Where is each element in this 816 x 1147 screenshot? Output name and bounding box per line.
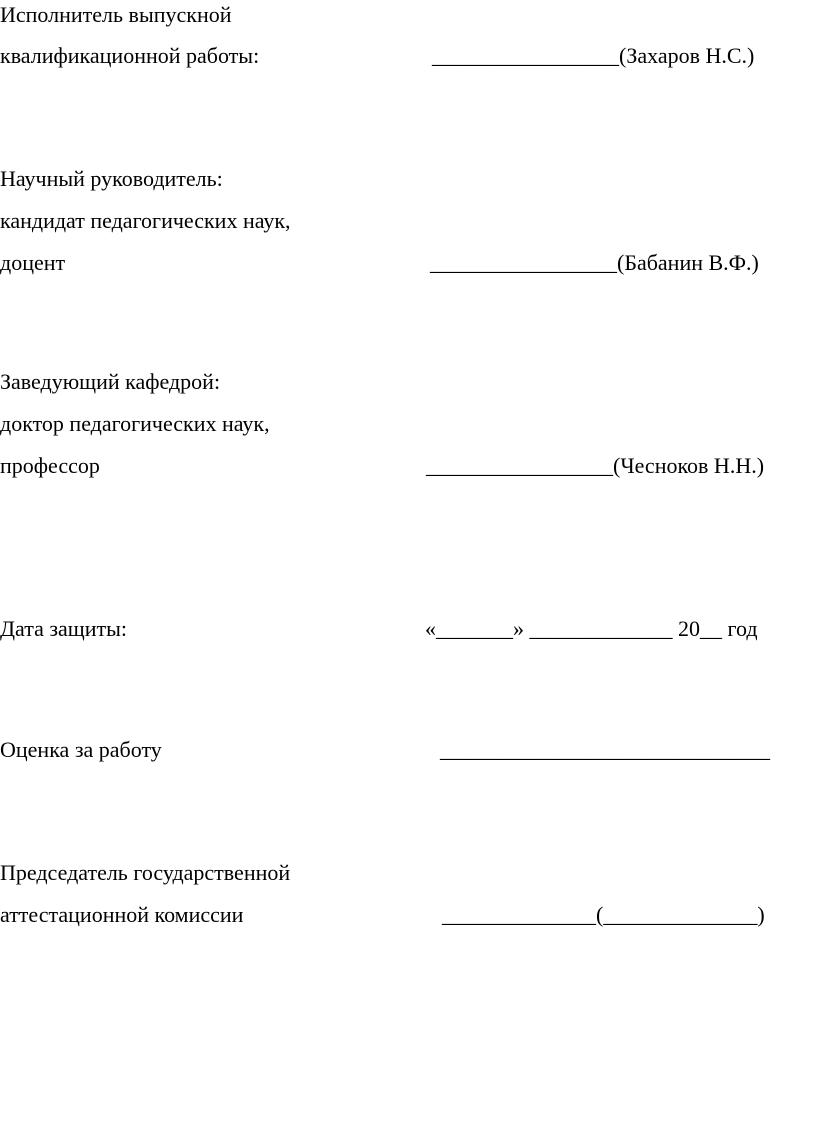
grade-label: Оценка за работу <box>0 737 162 762</box>
head-of-department-signature: _________________(Чесноков Н.Н.) <box>426 453 765 478</box>
head-of-department-label-line3: профессор <box>0 453 100 478</box>
supervisor-label-line2: кандидат педагогических наук, <box>0 208 291 233</box>
performer-label-line2: квалификационной работы: <box>0 43 260 68</box>
defense-date-value: «_______» _____________ 20__ год <box>425 616 758 641</box>
commission-chair-label-line1: Председатель государственной <box>0 860 291 885</box>
grade-value: ______________________________ <box>440 737 770 762</box>
performer-signature: _________________(Захаров Н.С.) <box>432 43 755 68</box>
supervisor-label-line3: доцент <box>0 250 66 275</box>
commission-chair-label-line2: аттестационной комиссии <box>0 902 244 927</box>
supervisor-signature: _________________(Бабанин В.Ф.) <box>430 250 759 275</box>
head-of-department-label-line1: Заведующий кафедрой: <box>0 369 221 394</box>
defense-date-label: Дата защиты: <box>0 616 128 641</box>
supervisor-label-line1: Научный руководитель: <box>0 166 223 191</box>
head-of-department-label-line2: доктор педагогических наук, <box>0 411 270 436</box>
performer-label-line1: Исполнитель выпускной <box>0 2 232 27</box>
commission-chair-signature: ______________(______________) <box>442 902 765 927</box>
